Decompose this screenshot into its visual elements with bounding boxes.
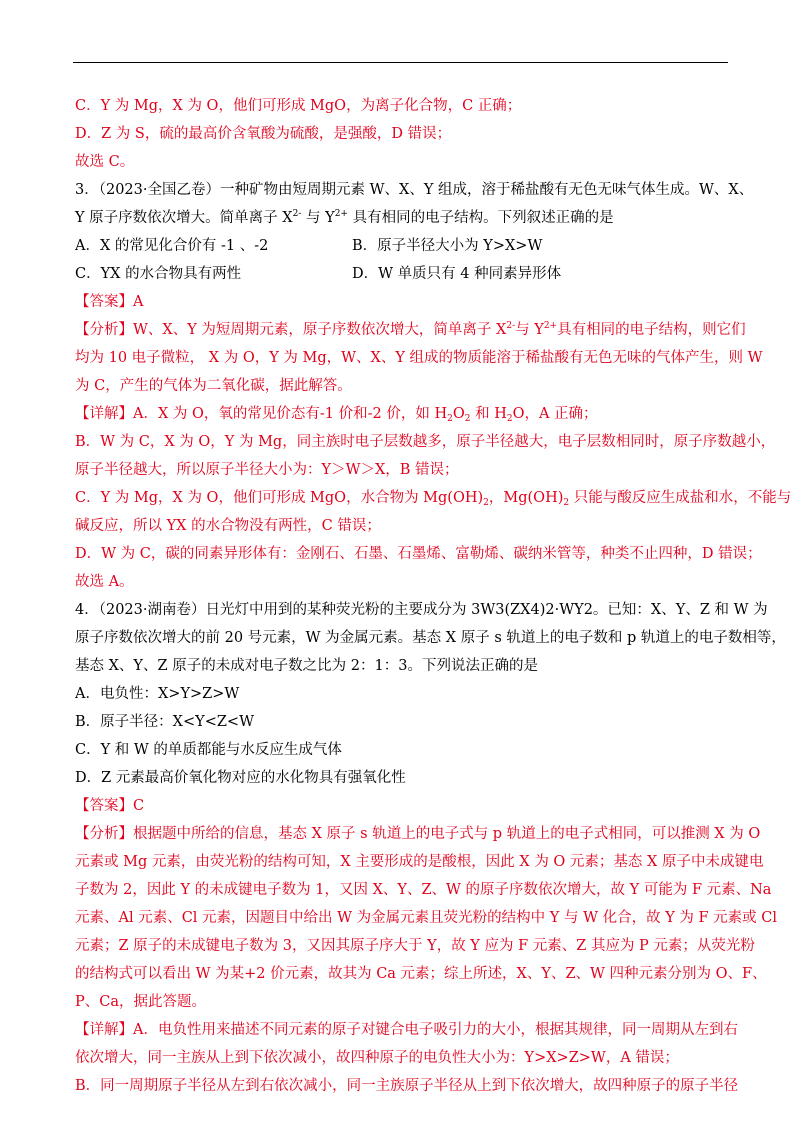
q3-option-d: D．W 单质只有 4 种同素异形体 [352,266,562,282]
q3-stem-line2: Y 原子序数依次增大。简单离子 $X^{2-}$ 与 $Y^{2+}$ 具有相同的电子结构。下列叙述正确的是 [75,209,614,226]
q4-answer: 【答案】C [75,798,145,814]
q3-option-a: A．X 的常见化合价有 -1 、-2 [75,238,269,254]
q3-choice: 故选 A。 [75,574,134,590]
q3-detail-c-line2: 碱反应，所以 YX 的水合物没有两性，C 错误； [75,518,381,534]
q4-option-c: C．Y 和 W 的单质都能与水反应生成气体 [75,742,342,758]
q4-detail-b-line1: B．同一周期原子半径从左到右依次减小，同一主族原子半径从上到下依次增大，故四种原子的原子半径 [75,1078,739,1094]
q4-analysis-line7: P、Ca，据此答题。 [75,994,206,1010]
q3-answer: 【答案】A [75,294,144,310]
q4-analysis-line2: 元素或 Mg 元素，由荧光粉的结构可知，X 主要形成的是酸根，因此 X 为 O 元素；基态 X 原子中未成键电 [75,854,764,870]
q3-detail-b-line1: B．W 为 C，X 为 O，Y 为 Mg，同主族时电子层数越多，原子半径越大，电子层数相同时，原子序数越小， [75,434,776,450]
q4-stem-line1: 4．（2023·湖南卷）日光灯中用到的某种荧光粉的主要成分为 3W3(ZX4)2·WY2。已知：X、Y、Z 和 W 为 [75,602,768,618]
q3-detail-b-line2: 原子半径越大，所以原子半径大小为：Y＞W＞X，B 错误； [75,462,459,478]
header-rule [73,62,728,63]
q3-option-c: C．YX 的水合物具有两性 [75,266,242,282]
q3-analysis-line1: 【分析】W、X、Y 为短周期元素，原子序数依次增大，简单离子 $X^{2-}$与 $Y^{2+}$具有相同的电子结构，则它们 [75,321,746,338]
q4-analysis-line5: 元素；Z 原子的未成键电子数为 3，又因其原子序大于 Y，故 Y 应为 F 元素、Z 其应为 P 元素；从荧光粉 [75,938,755,954]
q3-analysis-line2: 均为 10 电子微粒， X 为 O，Y 为 Mg，W、X、Y 组成的物质能溶于稀盐酸有无色无味的气体产生，则 W [75,350,763,366]
prev-option-c: C．Y 为 Mg，X 为 O，他们可形成 MgO，为离子化合物，C 正确； [75,98,522,114]
q4-analysis-line3: 子数为 2，因此 Y 的未成键电子数为 1，又因 X、Y、Z、W 的原子序数依次增大，故 Y 可能为 F 元素、Na [75,882,772,898]
q3-analysis-line3: 为 C，产生的气体为二氧化碳，据此解答。 [75,378,352,394]
q3-detail-c-line1: C．Y 为 Mg，X 为 O，他们可形成 MgO，水合物为 $Mg(OH)_2$，$Mg(OH)_2$ 只能与酸反应生成盐和水，不能与 [75,490,792,508]
q4-analysis-line1: 【分析】根据题中所给的信息，基态 X 原子 s 轨道上的电子式与 p 轨道上的电子式相同，可以推测 X 为 O [75,826,761,842]
q3-options-cd [75,260,730,288]
q4-option-d: D．Z 元素最高价氧化物对应的水化物具有强氧化性 [75,770,406,786]
q4-analysis-line4: 元素、Al 元素、Cl 元素，因题目中给出 W 为金属元素且荧光粉的结构中 Y 与 W 化合，故 Y 为 F 元素或 Cl [75,910,778,926]
q3-stem-line1: 3．（2023·全国乙卷）一种矿物由短周期元素 W、X、Y 组成，溶于稀盐酸有无色无味气体生成。W、X、 [75,182,754,198]
prev-choice: 故选 C。 [75,154,135,170]
document-body [75,92,792,1100]
q4-option-b: B．原子半径：X<Y<Z<W [75,714,254,730]
prev-option-d: D．Z 为 S，硫的最高价含氧酸为硫酸，是强酸，D 错误； [75,126,452,142]
q4-stem-line3: 基态 X、Y、Z 原子的未成对电子数之比为 2：1：3。下列说法正确的是 [75,658,538,674]
q3-option-b: B．原子半径大小为 Y>X>W [352,238,543,254]
q4-analysis-line6: 的结构式可以看出 W 为某+2 价元素，故其为 Ca 元素；综上所述，X、Y、Z、W 四种元素分别为 O、F、 [75,966,767,982]
q4-detail-a-line1: 【详解】A．电负性用来描述不同元素的原子对键合电子吸引力的大小，根据其规律，同一周期从左到右 [75,1022,738,1038]
q3-detail-d: D．W 为 C，碳的同素异形体有：金刚石、石墨、石墨烯、富勒烯、碳纳米管等，种类不止四种，D 错误； [75,546,762,562]
q4-option-a: A．电负性：X>Y>Z>W [75,686,240,702]
q4-stem-line2: 原子序数依次增大的前 20 号元素，W 为金属元素。基态 X 原子 s 轨道上的电子数和 p 轨道上的电子数相等， [75,630,786,646]
q3-detail-a: 【详解】A．X 为 O，氧的常见价态有-1 价和-2 价，如 $H_2O_2$ 和 $H_2O$，A 正确； [75,406,598,424]
q3-options-ab [75,232,730,260]
q4-detail-a-line2: 依次增大，同一主族从上到下依次减小，故四种原子的电负性大小为：Y>X>Z>W，A 错误； [75,1050,679,1066]
